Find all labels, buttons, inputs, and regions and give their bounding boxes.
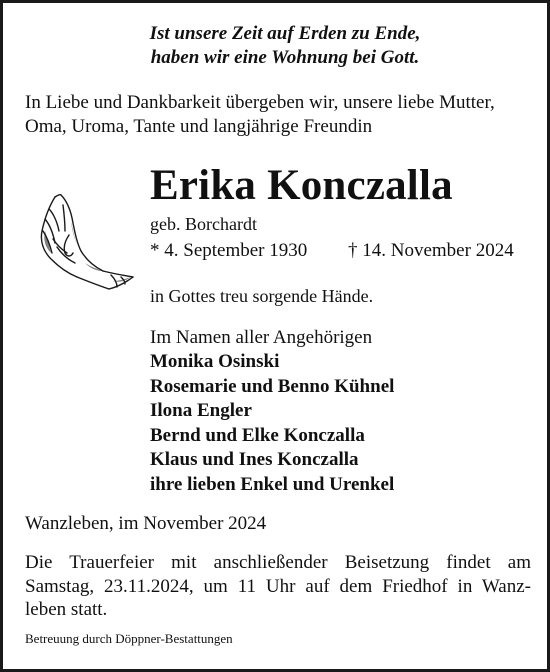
place-date: Wanzleben, im November 2024: [25, 513, 267, 534]
service-line-2: Samstag, 23.11.2024, um 11 Uhr auf dem Friedhof in Wanz-: [25, 575, 531, 597]
deceased-name: Erika Konczalla: [150, 162, 453, 209]
intro-line-1: In Liebe und Dankbarkeit übergeben wir, unsere liebe Mutter,: [25, 92, 495, 113]
mourner-item: Rosemarie und Benno Kühnel: [150, 375, 395, 397]
birth-date: * 4. September 1930: [150, 240, 308, 261]
mourners-list: [150, 350, 394, 497]
death-date: † 14. November 2024: [348, 240, 514, 261]
mourners-intro: Im Namen aller Angehörigen: [150, 327, 373, 348]
funeral-home-credit: Betreuung durch Döppner-Bestattungen: [25, 631, 233, 646]
mourner-item: Bernd und Elke Konczalla: [150, 424, 365, 446]
service-line-1: Die Trauerfeier mit anschließender Beisetzung findet am: [25, 552, 531, 573]
funeral-service-info: [25, 551, 531, 622]
mourner-item: Klaus und Ines Konczalla: [150, 449, 359, 470]
motto-line-2: haben wir eine Wohnung bei Gott.: [150, 47, 420, 68]
intro-line-2: Oma, Uroma, Tante und langjährige Freundin: [25, 116, 373, 137]
mourner-item: Monika Osinski: [150, 351, 280, 372]
praying-hands-icon: [25, 191, 143, 299]
mourner-item: Ilona Engler: [150, 400, 252, 421]
mourner-item: ihre lieben Enkel und Urenkel: [150, 473, 395, 495]
maiden-name: geb. Borchardt: [150, 214, 257, 234]
motto-line-1: Ist unsere Zeit auf Erden zu Ende,: [149, 23, 421, 44]
hands-line: in Gottes treu sorgende Hände.: [150, 286, 374, 306]
service-line-3: leben statt.: [25, 599, 108, 620]
